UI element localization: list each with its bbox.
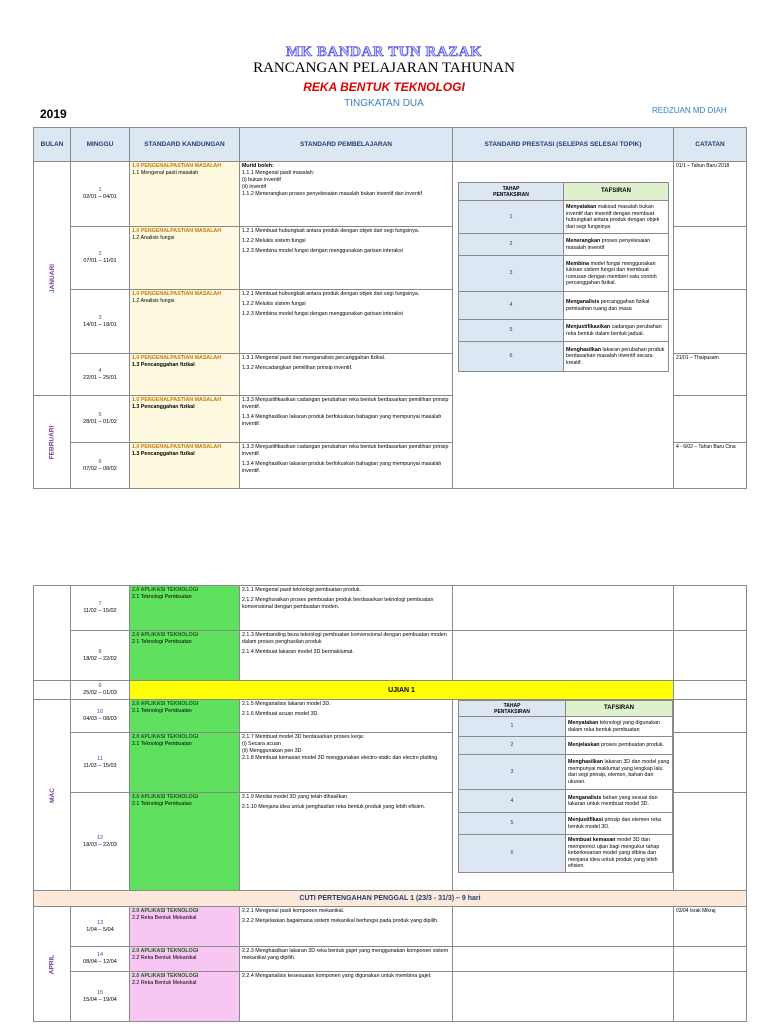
exam-band: UJIAN 1 — [130, 681, 674, 700]
kandungan-cell: 1.0 PENGENALPASTIAN MASALAH 1.1 Mengenal pasti masalah — [130, 162, 240, 227]
catatan-cell — [674, 733, 747, 793]
level-number: 1 — [459, 717, 566, 737]
subject-title: REKA BENTUK TEKNOLOGI — [303, 80, 465, 94]
level-number: 5 — [459, 813, 566, 835]
prestasi-table-1 — [458, 182, 669, 372]
catatan-cell — [674, 700, 747, 733]
week-cell: 11 11/03 – 15/03 — [71, 733, 130, 793]
pembelajaran-cell: 1.3.1 Mengenal pasti dan menganalisis percanggahan fizikal. 1.3.2 Mencadangkan pemilihan prinsip inventif. — [240, 354, 453, 396]
kandungan-cell: 1.0 PENGENALPASTIAN MASALAH 1.3 Pencanggahan fizikal — [130, 443, 240, 489]
catatan-cell: 4 - 6/02 – Tahun Baru Cina — [674, 443, 747, 489]
prestasi-cell — [453, 947, 674, 972]
col-prestasi: STANDARD PRESTASI (SELEPAS SELESAI TOPIK) — [453, 128, 674, 162]
tahap-header: TAHAP PENTAKSIRAN — [459, 183, 564, 201]
level-desc: Menjelaskan proses pembuatan produk. — [566, 737, 673, 755]
pembelajaran-cell: 2.1.3 Membanding beza teknologi pembuatan konvensional dengan pembuatan moden dalam proses penghasilan produk 2.1.4 Membuat lakaran model 3D bermaklumat. — [240, 631, 453, 681]
catatan-cell — [674, 947, 747, 972]
level-desc: Membuat kemasan model 3D dan memperinci ujian bagi mengukur tahap keberkesanan model yang dibina dan menjana idea untuk produk yang lebih efisien. — [566, 835, 673, 873]
pembelajaran-cell: Murid boleh: 1.1.1 Mengenal pasti masalah: (i) bukan inventif (ii) inventif 1.1.2 Menerangkan proses penyelesaian masalah bukan inventif dan inventif — [240, 162, 453, 227]
level-number: 4 — [459, 790, 566, 813]
catatan-cell — [674, 793, 747, 891]
catatan-cell: 03/04 Israk Mikraj — [674, 907, 747, 947]
kandungan-cell: 2.0 APLIKASI TEKNOLOGI 2.1 Teknologi Pembuatan — [130, 631, 240, 681]
school-title: MK BANDAR TUN RAZAK — [285, 44, 483, 60]
kandungan-cell: 2.0 APLIKASI TEKNOLOGI 2.2 Reka Bentuk Mekanikal — [130, 907, 240, 947]
week-cell: 10 04/03 – 08/03 — [71, 700, 130, 733]
catatan-cell — [674, 290, 747, 354]
month-cell: MAC — [34, 700, 71, 891]
level-number: 6 — [459, 835, 566, 873]
author-label: REDZUAN MD DIAH — [652, 106, 727, 115]
month-cell — [34, 586, 71, 681]
level-number: 2 — [459, 234, 564, 256]
month-cell — [34, 681, 71, 700]
kandungan-cell: 1.0 PENGENALPASTIAN MASALAH 1.2 Analisis fungsi — [130, 290, 240, 354]
prestasi-table-2 — [458, 700, 673, 873]
prestasi-cell — [453, 162, 674, 489]
plan-table-2 — [33, 585, 747, 1022]
level-desc: Membina model fungsi menggunakan lukisan sistem fungsi dan membuat rumusan dengan memberi satu contoh percanggahan fizikal. — [564, 256, 669, 292]
catatan-cell — [674, 227, 747, 290]
catatan-cell — [674, 681, 747, 700]
plan-title: RANCANGAN PELAJARAN TAHUNAN — [253, 60, 515, 76]
level-desc: Menerangkan proses penyelesaian masalah inventif — [564, 234, 669, 256]
prestasi-cell — [453, 700, 674, 891]
week-cell: 6 07/02 – 08/02 — [71, 443, 130, 489]
year-label: 2019 — [40, 107, 67, 121]
pembelajaran-cell: 1.3.3 Menjustifikasikan cadangan perubahan reka bentuk berdasarkan pemilihan prinsip inventif. 1.3.4 Menghasilkan lakaran produk berfokuskan bahagian yang mempunyai masalah inventif. — [240, 396, 453, 443]
kandungan-cell: 1.0 PENGENALPASTIAN MASALAH 1.3 Pencanggahan fizikal — [130, 396, 240, 443]
pembelajaran-cell: 2.2.1 Mengenal pasti komponen mekanikal. 2.2.2 Menjelaskan bagaimana sistem mekanikal berfungsi pada produk yang dipilih. — [240, 907, 453, 947]
week-cell: 8 18/02 – 22/02 — [71, 631, 130, 681]
week-cell: 13 1/04 – 5/04 — [71, 907, 130, 947]
kandungan-cell: 2.0 APLIKASI TEKNOLOGI 2.1 Teknologi Pembuatan — [130, 700, 240, 733]
level-desc: Menganalisis percanggahan fizikal pemisahan ruang dan masa — [564, 292, 669, 320]
holiday-band: CUTI PERTENGAHAN PENGGAL 1 (23/3 - 31/3) – 9 hari — [34, 891, 747, 907]
week-cell: 1 02/01 – 04/01 — [71, 162, 130, 227]
tafsiran-header: TAFSIRAN — [564, 183, 669, 201]
tafsiran-header: TAFSIRAN — [566, 701, 673, 717]
catatan-cell — [674, 396, 747, 443]
level-desc: Menjustifikasi prinsip dan elemen reka bentuk model 3D. — [566, 813, 673, 835]
week-cell: 3 14/01 – 18/01 — [71, 290, 130, 354]
level-desc: Menyatakan maksud masalah bukan inventif dan inventif dengan membuat hubungkait antara produk dengan objek dari segi fungsinya — [564, 201, 669, 234]
level-desc: Menyatakan teknologi yang digunakan dalam reka bentuk pembuatan — [566, 717, 673, 737]
week-cell: 14 08/04 – 12/04 — [71, 947, 130, 972]
level-number: 3 — [459, 755, 566, 790]
week-cell: 2 07/01 – 11/01 — [71, 227, 130, 290]
col-pembelajaran: STANDARD PEMBELAJARAN — [240, 128, 453, 162]
pembelajaran-cell: 2.1.5 Menganalisis lakaran model 3D. 2.1.6 Membuat acuan model 3D. — [240, 700, 453, 733]
pembelajaran-cell: 1.3.3 Menjustifikasikan cadangan perubahan reka bentuk berdasarkan pemilihan prinsip inventif. 1.3.4 Menghasilkan lakaran produk berfokuskan bahagian yang mempunyai masalah inventif. — [240, 443, 453, 489]
prestasi-cell — [453, 631, 674, 681]
month-cell: APRIL — [34, 907, 71, 1022]
kandungan-cell: 2.0 APLIKASI TEKNOLOGI 2.2 Reka Bentuk Mekanikal — [130, 947, 240, 972]
plan-table-1 — [33, 127, 747, 489]
week-cell: 9 25/02 – 01/03 — [71, 681, 130, 700]
week-cell: 4 22/01 – 25/01 — [71, 354, 130, 396]
pembelajaran-cell: 2.2.4 Menganalisis kesesuaian komponen yang digunakan untuk membina gajet. — [240, 972, 453, 1022]
week-cell: 15 15/04 – 19/04 — [71, 972, 130, 1022]
col-kandungan: STANDARD KANDUNGAN — [130, 128, 240, 162]
prestasi-cell — [453, 972, 674, 1022]
col-catatan: CATATAN — [674, 128, 747, 162]
level-desc: Menganalisis bahan yang sesuai dan lakaran untuk membuat model 3D. — [566, 790, 673, 813]
kandungan-cell: 1.0 PENGENALPASTIAN MASALAH 1.2 Analisis fungsi — [130, 227, 240, 290]
level-number: 1 — [459, 201, 564, 234]
week-cell: 7 11/02 – 15/02 — [71, 586, 130, 631]
month-cell: JANUARI — [34, 162, 71, 396]
week-cell: 5 28/01 – 01/02 — [71, 396, 130, 443]
catatan-cell: 21/01 – Thaipusam — [674, 354, 747, 396]
level-desc: Menghasilkan lakaran 3D dan model yang mempunyai maklumat yang lengkap lalu dari segi prinsip, elemen, bahan dan ukuran. — [566, 755, 673, 790]
col-bulan: BULAN — [34, 128, 71, 162]
pembelajaran-cell: 2.1.7 Membuat model 3D berdasarkan proses kerja: (i) Secara acuan (ii) Menggunakan pen 3D 2.1.8 Membuat kemasan model 3D menggunakan electro-static dan electro platting — [240, 733, 453, 793]
kandungan-cell: 2.0 APLIKASI TEKNOLOGI 2.1 Teknologi Pembuatan — [130, 586, 240, 631]
catatan-cell: 01/1 – Tahun Baru 2018 — [674, 162, 747, 227]
catatan-cell — [674, 586, 747, 631]
catatan-cell — [674, 631, 747, 681]
level-number: 5 — [459, 320, 564, 342]
pembelajaran-cell: 1.2.1 Membuat hubungkait antara produk dengan objek dari segi fungsinya. 1.2.2 Melukis sistem fungsi 1.2.3 Membina model fungsi dengan menggunakan garisan interaksi — [240, 290, 453, 354]
month-cell: FEBRUARI — [34, 396, 71, 489]
kandungan-cell: 2.0 APLIKASI TEKNOLOGI 2.2 Reka Bentuk Mekanikal — [130, 972, 240, 1022]
catatan-cell — [674, 972, 747, 1022]
level-number: 2 — [459, 737, 566, 755]
kandungan-cell: 1.0 PENGENALPASTIAN MASALAH 1.3 Pencanggahan fizikal — [130, 354, 240, 396]
kandungan-cell: 2.0 APLIKASI TEKNOLOGI 2.1 Teknologi Pembuatan — [130, 733, 240, 793]
level-desc: Menjustifikasikan cadangan perubahan reka bentuk dalam bentuk jadual. — [564, 320, 669, 342]
pembelajaran-cell: 2.1.1 Mengenal pasti teknologi pembuatan produk. 2.1.2 Menghuraikan proses pembuatan produk berdasarkan teknologi pembuatan konvensional dengan pembuatan moden. — [240, 586, 453, 631]
level-number: 3 — [459, 256, 564, 292]
level-number: 4 — [459, 292, 564, 320]
pembelajaran-cell: 2.2.3 Menghasilkan lakaran 3D reka bentuk gajet yang menggunakan komponen sistem mekanikal yang dipilih. — [240, 947, 453, 972]
week-cell: 12 18/03 – 22/03 — [71, 793, 130, 891]
col-minggu: MINGGU — [71, 128, 130, 162]
level-title: TINGKATAN DUA — [344, 98, 424, 109]
prestasi-cell — [453, 586, 674, 631]
level-number: 6 — [459, 342, 564, 372]
tahap-header: TAHAP PENTAKSIRAN — [459, 701, 566, 717]
kandungan-cell: 2.0 APLIKASI TEKNOLOGI 2.1 Teknologi Pembuatan — [130, 793, 240, 891]
pembelajaran-cell: 2.1.9 Menilai model 3D yang telah dihasilkan. 2.1.10 Menjana idea untuk penghasilan reka bentuk produk yang lebih efisien. — [240, 793, 453, 891]
prestasi-cell — [453, 907, 674, 947]
level-desc: Menghasilkan lakaran perubahan produk berdasarkan masalah inventif secara kreatif. — [564, 342, 669, 372]
pembelajaran-cell: 1.2.1 Membuat hubungkait antara produk dengan objek dari segi fungsinya. 1.2.2 Melukis sistem fungsi 1.2.3 Membina model fungsi dengan menggunakan garisan interaksi — [240, 227, 453, 290]
